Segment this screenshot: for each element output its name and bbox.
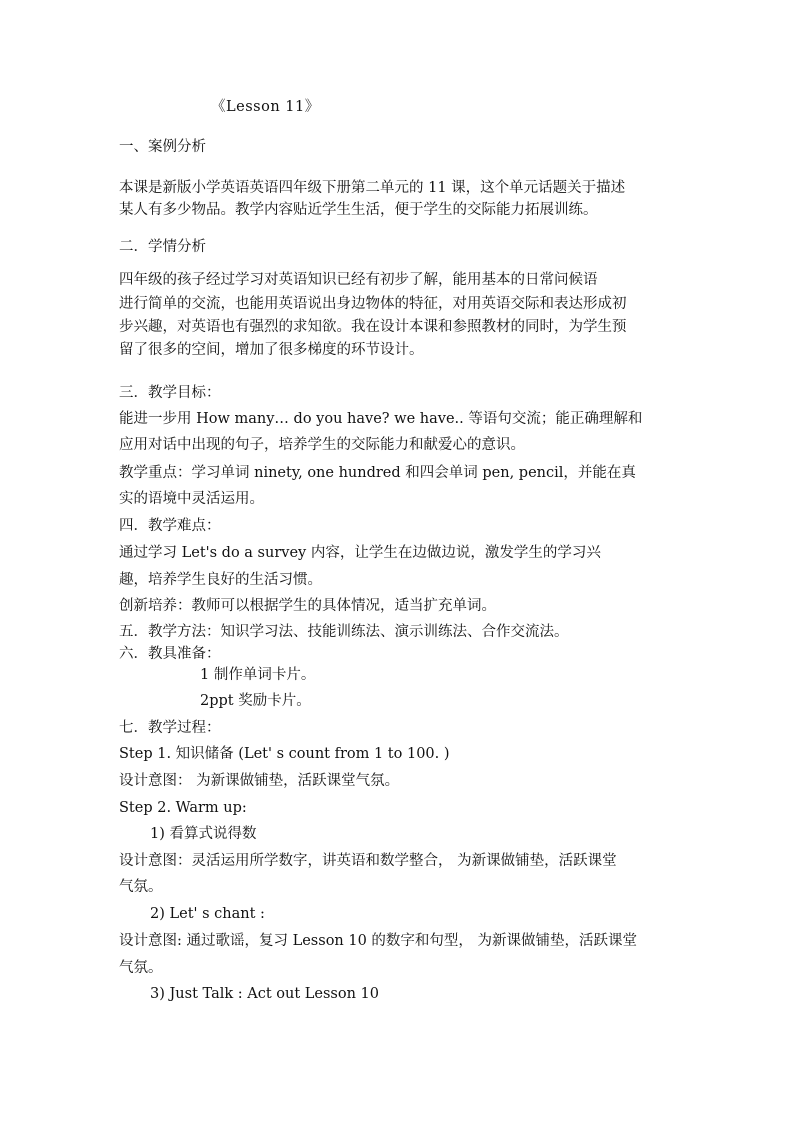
teaching-focus-line-1: 教学重点：学习单词 ninety, one hundred 和四会单词 pen, pencil，并能在真: [119, 465, 636, 481]
section-6-heading: 六．教具准备：: [119, 646, 221, 662]
section-6-item-1: 1 制作单词卡片。: [200, 667, 316, 683]
innovation-line: 创新培养：教师可以根据学生的具体情况，适当扩充单词。: [119, 598, 496, 614]
section-4-body-line-2: 趣，培养学生良好的生活习惯。: [119, 572, 322, 588]
step-2-item-2-intent-line-2: 气氛。: [119, 960, 163, 976]
section-7-heading: 七．教学过程：: [119, 720, 221, 736]
section-1-body-line-2: 某人有多少物品。教学内容贴近学生生活，便于学生的交际能力拓展训练。: [119, 202, 598, 218]
section-6-item-2: 2ppt 奖励卡片。: [200, 693, 311, 709]
section-3-body-line-2: 应用对话中出现的句子，培养学生的交际能力和献爱心的意识。: [119, 437, 525, 453]
step-2-item-1-intent-line-2: 气氛。: [119, 879, 163, 895]
section-1-body-line-1: 本课是新版小学英语英语四年级下册第二单元的 11 课，这个单元话题关于描述: [119, 180, 626, 196]
section-1-heading: 一、案例分析: [119, 139, 206, 155]
document-title: 《Lesson 11》: [211, 99, 320, 115]
step-2-item-2: 2) Let' s chant :: [150, 906, 265, 922]
step-2-item-3: 3) Just Talk : Act out Lesson 10: [150, 986, 379, 1002]
step-1-line: Step 1. 知识储备 (Let' s count from 1 to 100. ): [119, 746, 450, 762]
section-4-heading: 四．教学难点：: [119, 518, 221, 534]
section-4-body-line-1: 通过学习 Let's do a survey 内容，让学生在边做边说，激发学生的学习兴: [119, 545, 601, 561]
section-2-body-line-4: 留了很多的空间，增加了很多梯度的环节设计。: [119, 342, 424, 358]
section-2-heading: 二．学情分析: [119, 239, 206, 255]
section-2-body-line-3: 步兴趣，对英语也有强烈的求知欲。我在设计本课和参照教材的同时，为学生预: [119, 319, 627, 335]
section-2-body-line-2: 进行简单的交流，也能用英语说出身边物体的特征，对用英语交际和表达形成初: [119, 296, 627, 312]
section-3-body-line-1: 能进一步用 How many… do you have? we have.. 等语句交流；能正确理解和: [119, 411, 643, 427]
step-2-item-1: 1) 看算式说得数: [150, 826, 257, 842]
teaching-focus-line-2: 实的语境中灵活运用。: [119, 491, 264, 507]
section-5-line: 五．教学方法：知识学习法、技能训练法、演示训练法、合作交流法。: [119, 624, 569, 640]
step-2-line: Step 2. Warm up:: [119, 800, 247, 816]
section-2-body-line-1: 四年级的孩子经过学习对英语知识已经有初步了解，能用基本的日常问候语: [119, 272, 598, 288]
step-2-item-1-intent-line-1: 设计意图：灵活运用所学数字，讲英语和数学整合， 为新课做铺垫，活跃课堂: [119, 853, 617, 869]
step-2-item-2-intent-line-1: 设计意图: 通过歌谣，复习 Lesson 10 的数字和句型， 为新课做铺垫，活跃课堂: [119, 933, 638, 949]
section-3-heading: 三．教学目标：: [119, 385, 221, 401]
step-1-intent: 设计意图： 为新课做铺垫，活跃课堂气氛。: [119, 773, 400, 789]
